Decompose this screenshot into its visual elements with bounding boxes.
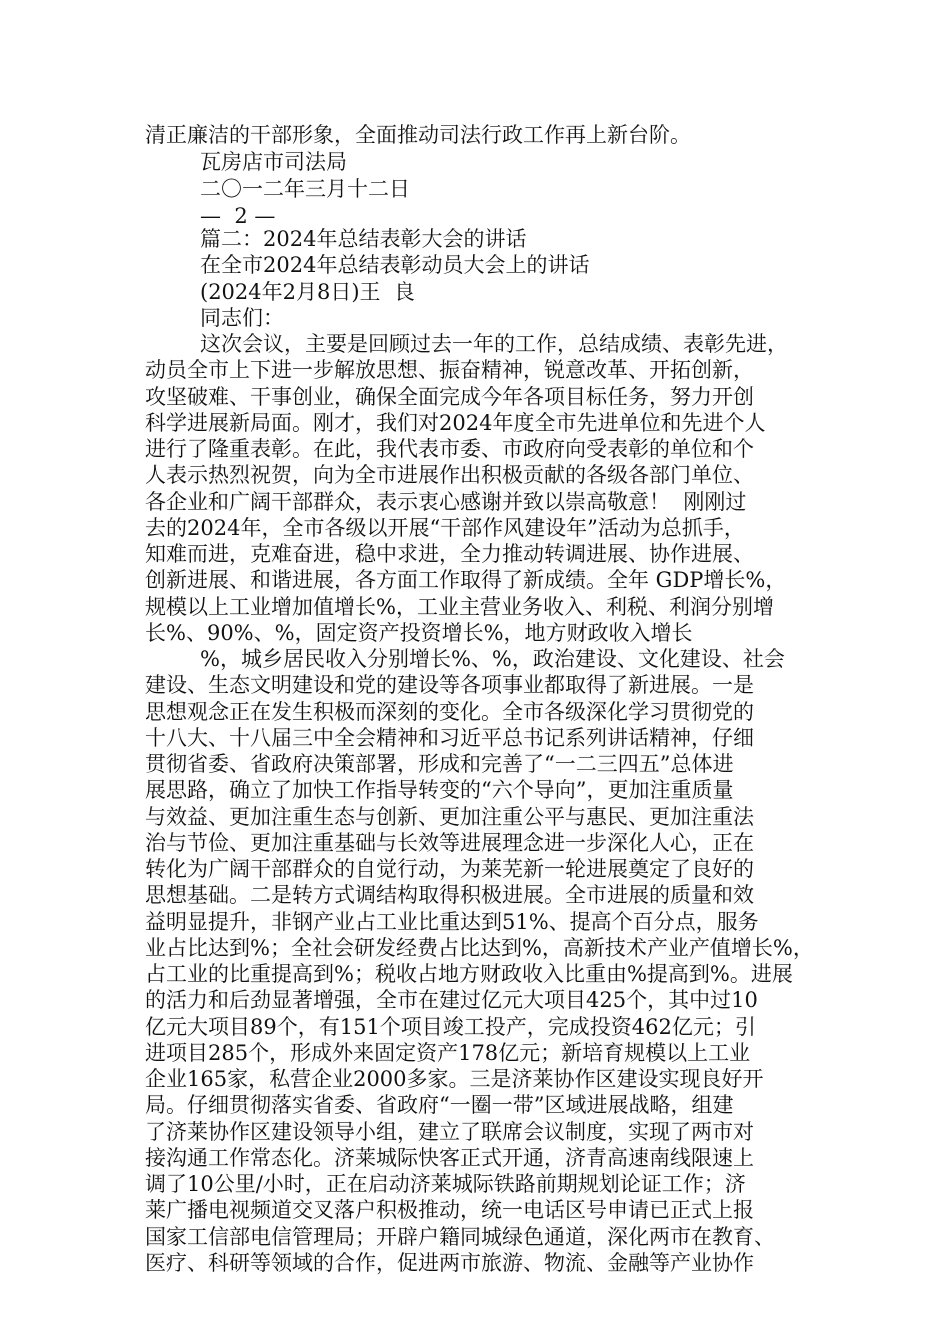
paragraph-line: 占工业的比重提高到%；税收占地方财政收入比重由%提高到%。进展 xyxy=(145,962,793,986)
paragraph-line: 各企业和广阔干部群众，表示衷心感谢并致以崇高敬意！ 刚刚过 xyxy=(145,490,747,514)
paragraph-line: 科学进展新局面。刚才，我们对2024年度全市先进单位和先进个人 xyxy=(145,411,766,435)
paragraph-line: 这次会议，主要是回顾过去一年的工作，总结成绩、表彰先进， xyxy=(200,332,788,356)
paragraph-line: 业占比达到%；全社会研发经费占比达到%，高新技术产业产值增长%， xyxy=(145,936,814,960)
section-heading: 篇二：2024年总结表彰大会的讲话 xyxy=(200,227,527,251)
paragraph-line: 建设、生态文明建设和党的建设等各项事业都取得了新进展。一是 xyxy=(145,673,754,697)
paragraph-line: 的活力和后劲显著增强，全市在建过亿元大项目425个，其中过10 xyxy=(145,988,758,1012)
paragraph-line: 接沟通工作常态化。济莱城际快客正式开通，济青高速南线限速上 xyxy=(145,1146,754,1170)
paragraph-line: 企业165家，私营企业2000多家。三是济莱协作区建设实现良好开 xyxy=(145,1067,764,1091)
paragraph-line: 长%、90%、%，固定资产投资增长%，地方财政收入增长 xyxy=(145,621,693,645)
paragraph-line: 进项目285个，形成外来固定资产178亿元；新培育规模以上工业 xyxy=(145,1041,751,1065)
page-number: — 2 — xyxy=(200,204,276,228)
salutation: 同志们： xyxy=(200,306,284,330)
paragraph-line: 思想基础。二是转方式调结构取得积极进展。全市进展的质量和效 xyxy=(145,883,754,907)
speech-title: 在全市2024年总结表彰动员大会上的讲话 xyxy=(200,253,590,277)
paragraph-line: 治与节俭、更加注重基础与长效等进展理念进一步深化人心，正在 xyxy=(145,831,754,855)
paragraph-line: 调了10公里/小时，正在启动济莱城际铁路前期规划论证工作；济 xyxy=(145,1172,746,1196)
paragraph-line: 与效益、更加注重生态与创新、更加注重公平与惠民、更加注重法 xyxy=(145,805,754,829)
speech-date-speaker: (2024年2月8日)王 良 xyxy=(200,280,415,304)
paragraph-line: 转化为广阔干部群众的自觉行动，为莱芜新一轮进展奠定了良好的 xyxy=(145,857,754,881)
paragraph-line: 动员全市上下进一步解放思想、振奋精神，锐意改革、开拓创新， xyxy=(145,358,754,382)
paragraph-line: 展思路，确立了加快工作指导转变的“六个导向”，更加注重质量 xyxy=(145,778,734,802)
paragraph-line: 莱广播电视频道交叉落户积极推动，统一电话区号申请已正式上报 xyxy=(145,1198,754,1222)
paragraph-line: 局。仔细贯彻落实省委、省政府“一圈一带”区域进展战略，组建 xyxy=(145,1093,734,1117)
paragraph-line: 十八大、十八届三中全会精神和习近平总书记系列讲话精神，仔细 xyxy=(145,726,754,750)
paragraph-line: 创新进展、和谐进展，各方面工作取得了新成绩。全年 GDP增长%， xyxy=(145,568,787,592)
paragraph-line: 攻坚破难、干事创业，确保全面完成今年各项目标任务，努力开创 xyxy=(145,385,754,409)
paragraph-line: 进行了隆重表彰。在此，我代表市委、市政府向受表彰的单位和个 xyxy=(145,437,754,461)
paragraph-line: 思想观念正在发生积极而深刻的变化。全市各级深化学习贯彻党的 xyxy=(145,700,754,724)
paragraph-line: 医疗、科研等领域的合作，促进两市旅游、物流、金融等产业协作 xyxy=(145,1251,754,1275)
text-line: 清正廉洁的干部形象，全面推动司法行政工作再上新台阶。 xyxy=(145,123,691,147)
paragraph-line: 知难而进，克难奋进，稳中求进，全力推动转调进展、协作进展、 xyxy=(145,542,754,566)
signature-date: 二〇一二年三月十二日 xyxy=(200,177,410,201)
paragraph-line: 贯彻省委、省政府决策部署，形成和完善了“一二三四五”总体进 xyxy=(145,752,734,776)
paragraph-line: 国家工信部电信管理局；开辟户籍同城绿色通道，深化两市在教育、 xyxy=(145,1225,775,1249)
paragraph-line: 了济莱协作区建设领导小组，建立了联席会议制度，实现了两市对 xyxy=(145,1120,754,1144)
paragraph-line: 规模以上工业增加值增长%，工业主营业务收入、利税、利润分别增 xyxy=(145,595,774,619)
signature-org: 瓦房店市司法局 xyxy=(200,150,347,174)
paragraph-line: 人表示热烈祝贺，向为全市进展作出积极贡献的各级各部门单位、 xyxy=(145,463,754,487)
paragraph-line: 亿元大项目89个，有151个项目竣工投产，完成投资462亿元；引 xyxy=(145,1015,756,1039)
paragraph-line: %，城乡居民收入分别增长%、%，政治建设、文化建设、社会 xyxy=(200,647,785,671)
paragraph-line: 益明显提升，非钢产业占工业比重达到51%、提高个百分点，服务 xyxy=(145,910,759,934)
paragraph-line: 去的2024年，全市各级以开展“干部作风建设年”活动为总抓手， xyxy=(145,516,745,540)
